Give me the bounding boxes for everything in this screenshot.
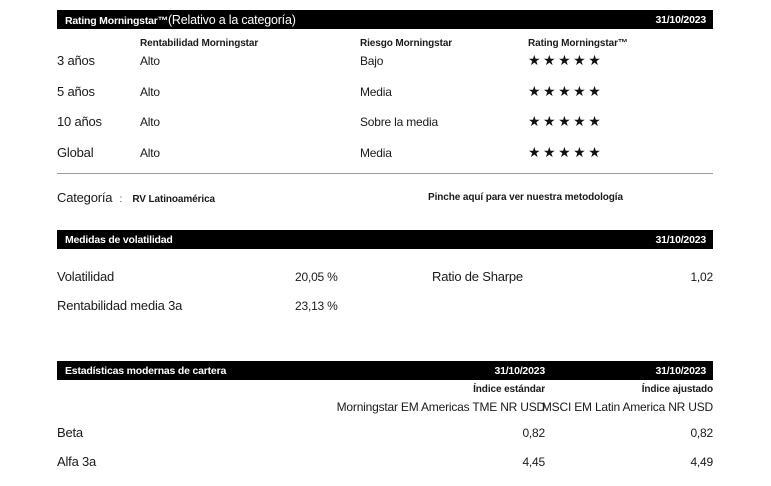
row-rentabilidad-value: Alto [140,115,160,129]
row-rentabilidad-value: Alto [140,85,160,99]
star-rating-icons: ★★★★★ [528,52,604,68]
row-rentabilidad-value: Alto [140,146,160,160]
rating-section-title: Rating Morningstar™(Relativo a la categoría) [65,12,296,27]
fund-report-page [57,0,713,486]
star-rating-icons: ★★★★★ [528,144,604,160]
stat-standard-value: 4,45 [522,455,545,469]
column-header-rating: Rating Morningstar™ [528,38,628,49]
stat-label: Beta [57,425,83,440]
rating-section-title-suffix: (Relativo a la categoría) [167,12,296,27]
row-riesgo-value: Bajo [360,54,384,68]
stat-adjusted-value: 4,49 [690,455,713,469]
standard-benchmark-name: Morningstar EM Americas TME NR USD [336,400,545,414]
row-period-label: 3 años [57,53,95,68]
row-rentabilidad-value: Alto [140,54,160,68]
rentabilidad-media-label: Rentabilidad media 3a [57,298,183,313]
stats-adjusted-date: 31/10/2023 [655,364,706,377]
standard-index-header: Índice estándar [473,384,545,395]
column-header-riesgo: Riesgo Morningstar [360,38,453,49]
sharpe-ratio-value: 1,02 [690,270,713,284]
stat-label: Alfa 3a [57,454,97,469]
column-header-rentabilidad: Rentabilidad Morningstar [140,38,259,49]
sharpe-ratio-label: Ratio de Sharpe [432,269,523,284]
row-period-label: Global [57,145,94,160]
rentabilidad-media-value: 23,13 % [295,299,338,313]
volatility-section-title: Medidas de volatilidad [65,233,173,246]
section-divider [57,173,713,174]
stats-section-header-bar [57,361,713,380]
star-rating-icons: ★★★★★ [528,83,604,99]
volatility-section-date: 31/10/2023 [655,233,706,246]
stat-standard-value: 0,82 [522,426,545,440]
rating-section-date: 31/10/2023 [655,13,706,26]
rating-section-header-bar [57,10,713,29]
row-riesgo-value: Media [360,85,392,99]
star-rating-icons: ★★★★★ [528,113,604,129]
volatility-section-header-bar [57,230,713,249]
stats-section-title: Estadísticas modernas de cartera [65,364,227,377]
stat-adjusted-value: 0,82 [690,426,713,440]
volatility-value: 20,05 % [295,270,338,284]
row-period-label: 5 años [57,84,95,99]
row-period-label: 10 años [57,114,102,129]
row-riesgo-value: Media [360,146,392,160]
stats-standard-date: 31/10/2023 [494,364,545,377]
categoria-value: RV Latinoamérica [132,194,216,205]
methodology-link[interactable]: Pinche aquí para ver nuestra metodología [428,192,623,203]
volatility-label: Volatilidad [57,269,115,284]
categoria-label: Categoría [57,190,113,205]
row-riesgo-value: Sobre la media [360,115,438,129]
categoria-row [57,189,215,207]
adjusted-index-header: Índice ajustado [641,384,713,395]
categoria-separator: : [116,194,128,205]
adjusted-benchmark-name: MSCI EM Latin America NR USD [541,400,713,414]
